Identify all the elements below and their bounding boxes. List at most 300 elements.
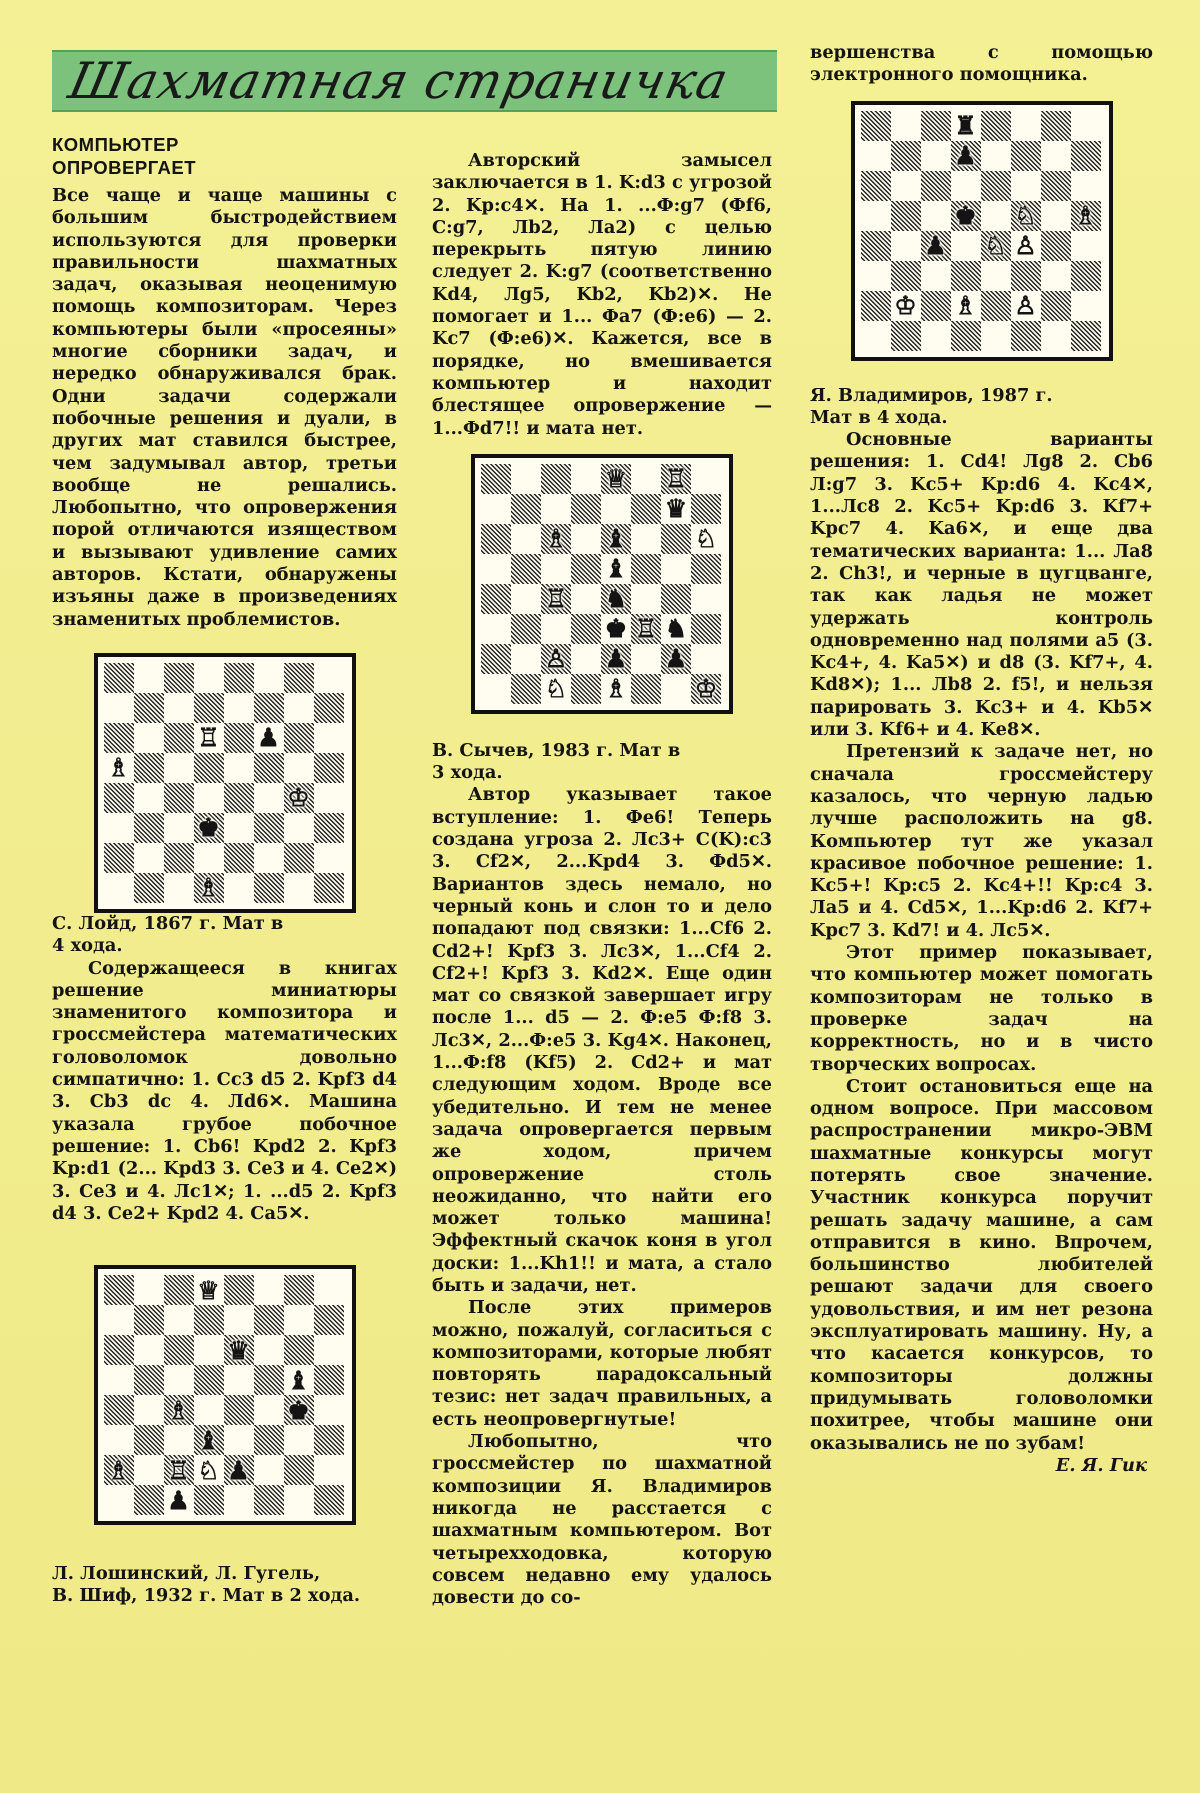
board-square [224, 1485, 254, 1515]
board-square [891, 231, 921, 261]
black-pawn-icon: ♟ [165, 1487, 192, 1514]
board-square [631, 584, 661, 614]
problem3-caption [432, 740, 772, 785]
board-square [224, 783, 254, 813]
board-square [511, 524, 541, 554]
white-rook-icon: ♖ [664, 464, 688, 494]
board-square [571, 674, 601, 704]
black-bishop-icon: ♝ [603, 555, 630, 582]
black-queen-icon: ♛ [227, 1335, 250, 1365]
board-square [481, 614, 511, 644]
white-bishop-icon: ♗ [1074, 201, 1097, 231]
board-square [314, 1365, 344, 1395]
board-square [661, 554, 691, 584]
board-square [284, 1305, 314, 1335]
board-square [571, 584, 601, 614]
board-square [314, 1485, 344, 1515]
board-square [691, 584, 721, 614]
board-square [224, 843, 254, 873]
board-square [921, 171, 951, 201]
board-square [951, 321, 981, 351]
problem1-caption [52, 913, 397, 958]
board-square [224, 693, 254, 723]
board-square [541, 464, 571, 494]
white-rook-icon: ♖ [634, 614, 658, 644]
board-square [1041, 201, 1071, 231]
board-square [861, 171, 891, 201]
problem1-caption-line1: С. Лойд, 1867 г. Мат в [52, 912, 284, 934]
col3-continuation: вершенства с помощью электронного помощника. [810, 42, 1153, 86]
board-square [691, 494, 721, 524]
board-square [481, 674, 511, 704]
board-square [1041, 261, 1071, 291]
white-king-icon: ♔ [694, 674, 718, 704]
col3-paragraph-3: Этот пример показывает, что компьютер может помогать композиторам не только в проверке задач на корректность, но и в чисто творческих вопросах. [810, 942, 1153, 1075]
board-square [284, 813, 314, 843]
board-square [571, 464, 601, 494]
board-square [284, 783, 314, 813]
board-square [861, 291, 891, 321]
board-square [254, 783, 284, 813]
board-square [601, 494, 631, 524]
board-square [571, 614, 601, 644]
board-square [481, 554, 511, 584]
board-square [511, 584, 541, 614]
board-square [1011, 291, 1041, 321]
black-rook-icon: ♜ [952, 112, 979, 139]
board-square [254, 753, 284, 783]
board-square [254, 723, 284, 753]
board-square [571, 494, 601, 524]
board-square [314, 1305, 344, 1335]
column-1 [52, 133, 397, 1608]
board-square [164, 723, 194, 753]
board-square [134, 873, 164, 903]
board-square [1011, 321, 1041, 351]
board-square [951, 171, 981, 201]
board-square [571, 524, 601, 554]
board-square [601, 644, 631, 674]
board-square [194, 813, 224, 843]
board-square [661, 464, 691, 494]
board-square [1071, 171, 1101, 201]
board-square [194, 723, 224, 753]
board-square [134, 663, 164, 693]
board-square [631, 614, 661, 644]
problem3-caption-line2: 3 хода. [432, 762, 503, 784]
board-square [284, 1455, 314, 1485]
white-king-icon: ♔ [892, 292, 919, 319]
board-square [284, 753, 314, 783]
problem4-caption-line2: Мат в 4 хода. [810, 406, 948, 428]
board-square [284, 1365, 314, 1395]
board-square [921, 141, 951, 171]
white-bishop-icon: ♗ [544, 524, 568, 554]
board-square [921, 231, 951, 261]
board-square [284, 843, 314, 873]
board-square [254, 1485, 284, 1515]
chess-diagram-2 [94, 1265, 356, 1525]
board-square [104, 663, 134, 693]
board-square [511, 554, 541, 584]
board-square [981, 201, 1011, 231]
column-2 [432, 150, 772, 1609]
board-square [164, 1455, 194, 1485]
board-square [631, 644, 661, 674]
board-square [224, 1455, 254, 1485]
board-square [314, 1455, 344, 1485]
board-square [224, 1305, 254, 1335]
board-square [134, 783, 164, 813]
board-square [104, 1395, 134, 1425]
board-square [224, 873, 254, 903]
white-bishop-icon: ♗ [107, 1455, 130, 1485]
black-king-icon: ♚ [287, 1395, 310, 1425]
board-square [314, 753, 344, 783]
board-square [194, 1425, 224, 1455]
board-square [481, 584, 511, 614]
board-square [134, 843, 164, 873]
board-square [891, 291, 921, 321]
board-square [194, 873, 224, 903]
board-square [891, 201, 921, 231]
board-square [254, 843, 284, 873]
col2-intro: Авторский замысел заключается в 1. K:d3 с угрозой 2. Kp:c4✕. На 1. ...Ф:g7 (Фf6, C:g7, Лb2, Лa2) с целью перекрыть пятую линию следует 2. K:g7 (соответственно Kd4, Лg5, Kb2, Kb2)✕. Не помогает и 1... Фa7 (Ф:e6) — 2. Kc7 (Ф:e6)✕. Кажется, все в порядке, но вмешивается компьютер и находит блестящее опровержение — 1...Фd7!! и мата нет. [432, 150, 772, 439]
board-square [1011, 231, 1041, 261]
board-square [164, 693, 194, 723]
col3-paragraph-4: Стоит остановиться еще на одном вопросе. При массовом распространении микро-ЭВМ шахматные конкурсы могут потерять свое значение. Участник конкурса поручит решать задачу машине, а сам отправится в кино. Впрочем, большинство любителей решают задачи для своего удовольствия, и им нет резона эксплуатировать машину. Ну, а что касается конкурсов, то композиторы должны придумывать головоломки похитрее, чтобы машине они оказывались не по зубам! [810, 1075, 1153, 1454]
board-square [194, 1455, 224, 1485]
board-square [224, 723, 254, 753]
board-square [134, 1485, 164, 1515]
board-square [951, 201, 981, 231]
board-square [134, 813, 164, 843]
board-square [1071, 201, 1101, 231]
board-square [134, 1335, 164, 1365]
black-king-icon: ♚ [954, 201, 977, 231]
article-title-line1: КОМПЬЮТЕР [52, 134, 179, 155]
board-square [314, 873, 344, 903]
board-square [1041, 321, 1071, 351]
board-square [661, 614, 691, 644]
problem4-caption-line1: Я. Владимиров, 1987 г. [810, 384, 1053, 406]
board-square [921, 201, 951, 231]
board-square [314, 1335, 344, 1365]
board-square [861, 261, 891, 291]
board-square [134, 1305, 164, 1335]
white-knight-icon: ♘ [984, 231, 1007, 261]
board-square [691, 554, 721, 584]
white-pawn-icon: ♙ [1012, 232, 1039, 259]
board-square [104, 873, 134, 903]
white-rook-icon: ♖ [195, 724, 222, 751]
board-square [601, 554, 631, 584]
white-pawn-icon: ♙ [544, 644, 568, 674]
board-square [1071, 291, 1101, 321]
board-square [284, 1335, 314, 1365]
board-square [194, 753, 224, 783]
white-knight-icon: ♘ [693, 525, 720, 552]
board-square [164, 1305, 194, 1335]
board-square [254, 873, 284, 903]
board-square [981, 111, 1011, 141]
section-header-banner [52, 50, 777, 112]
board-square [891, 171, 921, 201]
board-square [104, 1425, 134, 1455]
board-square [254, 1425, 284, 1455]
board-square [104, 1335, 134, 1365]
board-square [1011, 141, 1041, 171]
board-square [1041, 111, 1071, 141]
board-square [691, 524, 721, 554]
board-square [981, 141, 1011, 171]
board-square [104, 843, 134, 873]
board-square [951, 291, 981, 321]
white-queen-icon: ♕ [604, 464, 628, 494]
board-square [481, 494, 511, 524]
board-square [601, 674, 631, 704]
board-square [104, 723, 134, 753]
board-square [134, 1425, 164, 1455]
board-square [891, 321, 921, 351]
board-square [1071, 111, 1101, 141]
white-rook-icon: ♖ [544, 584, 568, 614]
board-square [1071, 141, 1101, 171]
board-square [861, 141, 891, 171]
board-square [511, 464, 541, 494]
board-square [164, 1425, 194, 1455]
board-square [164, 1395, 194, 1425]
board-square [571, 644, 601, 674]
board-square [254, 663, 284, 693]
board-square [194, 783, 224, 813]
board-square [1011, 171, 1041, 201]
board-square [224, 1275, 254, 1305]
board-square [601, 524, 631, 554]
board-square [314, 663, 344, 693]
black-pawn-icon: ♟ [255, 724, 282, 751]
board-square [541, 644, 571, 674]
black-pawn-icon: ♟ [954, 141, 977, 171]
black-bishop-icon: ♝ [604, 524, 628, 554]
board-square [631, 464, 661, 494]
board-square [981, 231, 1011, 261]
col3-paragraph-2: Претензий к задаче нет, но сначала гроссмейстеру казалось, что черную ладью лучше расположить на g8. Компьютер тут же указал красивое побочное решение: 1. Kc5+! Kp:c5 2. Kc4+!! Kp:c4 3. Лa5 и 4. Cd5✕, 1...Kp:d6 2. Kf7+ Kpc7 3. Kd7! и 4. Лc5✕. [810, 741, 1153, 941]
problem1-solution: Содержащееся в книгах решение миниатюры знаменитого композитора и гроссмейстера математических головоломок довольно симпатично: 1. Cc3 d5 2. Kpf3 d4 3. Cb3 dc 4. Лd6✕. Машина указала грубое побочное решение: 1. Cb6! Kpd2 2. Kpf3 Kp:d1 (2... Kpd3 3. Ce3 и 4. Ce2✕) 3. Ce3 и 4. Лc1✕; 1. ...d5 2. Kpf3 d4 3. Ce2+ Kpd2 4. Ca5✕. [52, 957, 397, 1224]
board-square [631, 494, 661, 524]
board-square [164, 873, 194, 903]
board-square [224, 1365, 254, 1395]
problem4-caption [810, 385, 1153, 430]
board-square [104, 1365, 134, 1395]
col2-paragraph-2: После этих примеров можно, пожалуй, согласиться с композиторами, которые любят повторять парадоксальный тезис: нет задач правильных, а есть неопровергнутые! [432, 1297, 772, 1430]
board-square [314, 1425, 344, 1455]
board-square [921, 291, 951, 321]
board-square [134, 1275, 164, 1305]
board-square [284, 1395, 314, 1425]
board-square [1041, 231, 1071, 261]
board-square [314, 1395, 344, 1425]
board-square [1041, 291, 1071, 321]
board-square [511, 644, 541, 674]
col2-paragraph-3: Любопытно, что гроссмейстер по шахматной композиции Я. Владимиров никогда не расстается с шахматным компьютером. Вот четырехходовка, которую совсем недавно ему удалось довести до со- [432, 1431, 772, 1609]
black-pawn-icon: ♟ [227, 1455, 250, 1485]
board-square [134, 693, 164, 723]
board-square [224, 1335, 254, 1365]
board-square [691, 614, 721, 644]
board-square [981, 261, 1011, 291]
problem2-caption [52, 1563, 397, 1608]
board-square [254, 1305, 284, 1335]
white-knight-icon: ♘ [1014, 201, 1037, 231]
black-pawn-icon: ♟ [924, 231, 947, 261]
board-square [224, 813, 254, 843]
white-bishop-icon: ♗ [952, 292, 979, 319]
board-square [541, 614, 571, 644]
chess-diagram-3 [471, 454, 733, 714]
board-square [601, 584, 631, 614]
intro-paragraph: Все чаще и чаще машины с большим быстродействием используются для проверки правильности шахматных задач, оказывая неоценимую помощь композиторам. Через компьютеры были «просеяны» многие сборники задач, и нередко обнаруживался брак. Одни задачи содержали побочные решения и дуали, в других мат ставился быстрее, чем задумывал автор, третьи вообще не решались. Любопытно, что опровержения порой отличаются изяществом и вызывают удивление самих авторов. Кстати, обнаружены изъяны даже в произведениях знаменитых проблемистов. [52, 185, 397, 630]
board-square [951, 111, 981, 141]
problem2-caption-line1: Л. Лошинский, Л. Гугель, [52, 1563, 321, 1585]
board-square [511, 674, 541, 704]
board-square [1071, 261, 1101, 291]
board-square [691, 464, 721, 494]
board-square [1041, 141, 1071, 171]
board-square [314, 1275, 344, 1305]
board-square [541, 524, 571, 554]
chess-diagram-1 [94, 653, 356, 913]
board-square [511, 614, 541, 644]
board-square [254, 1365, 284, 1395]
black-pawn-icon: ♟ [604, 644, 628, 674]
board-square [314, 783, 344, 813]
board-square [134, 723, 164, 753]
board-square [104, 753, 134, 783]
board-square [314, 813, 344, 843]
board-square [194, 663, 224, 693]
board-square [194, 1365, 224, 1395]
problem2-caption-line2: В. Шиф, 1932 г. Мат в 2 хода. [52, 1585, 361, 1607]
board-square [284, 1485, 314, 1515]
white-queen-icon: ♕ [195, 1277, 222, 1304]
column-3 [810, 42, 1153, 1477]
board-square [254, 693, 284, 723]
board-square [104, 783, 134, 813]
board-square [951, 141, 981, 171]
author-signature: Е. Я. Гик [1055, 1454, 1147, 1476]
board-square [284, 663, 314, 693]
board-square [254, 1275, 284, 1305]
problem3-caption-line1: В. Сычев, 1983 г. Мат в [432, 739, 681, 761]
board-square [661, 584, 691, 614]
board-square [691, 644, 721, 674]
board-square [194, 1275, 224, 1305]
board-square [314, 843, 344, 873]
black-queen-icon: ♛ [663, 495, 690, 522]
board-square [284, 1275, 314, 1305]
board-square [164, 1275, 194, 1305]
board-square [541, 674, 571, 704]
article-title-line2: ОПРОВЕРГАЕТ [52, 157, 197, 178]
board-square [314, 723, 344, 753]
board-square [104, 1455, 134, 1485]
white-king-icon: ♔ [287, 783, 310, 813]
board-square [194, 1335, 224, 1365]
board-square [981, 171, 1011, 201]
board-square [254, 1395, 284, 1425]
board-square [631, 524, 661, 554]
board-square [921, 111, 951, 141]
board-square [224, 1425, 254, 1455]
board-square [691, 674, 721, 704]
board-square [164, 753, 194, 783]
board-square [134, 1365, 164, 1395]
board-square [284, 693, 314, 723]
article-title [52, 133, 397, 179]
board-square [134, 753, 164, 783]
board-square [601, 464, 631, 494]
board-square [541, 494, 571, 524]
board-square [481, 464, 511, 494]
board-square [891, 141, 921, 171]
board-square [254, 813, 284, 843]
board-square [571, 554, 601, 584]
board-square [981, 321, 1011, 351]
board-square [104, 1305, 134, 1335]
board-square [661, 674, 691, 704]
board-square [661, 644, 691, 674]
white-bishop-icon: ♗ [105, 754, 132, 781]
board-square [861, 231, 891, 261]
white-bishop-icon: ♗ [167, 1395, 190, 1425]
black-pawn-icon: ♟ [664, 644, 688, 674]
board-square [951, 231, 981, 261]
board-square [164, 1335, 194, 1365]
board-square [254, 1335, 284, 1365]
black-knight-icon: ♞ [663, 615, 690, 642]
board-square [951, 261, 981, 291]
board-square [861, 321, 891, 351]
chess-diagram-4 [851, 101, 1113, 361]
board-square [194, 1395, 224, 1425]
board-square [284, 873, 314, 903]
board-square [224, 1395, 254, 1425]
board-square [1011, 111, 1041, 141]
board-square [631, 554, 661, 584]
board-square [284, 1425, 314, 1455]
white-pawn-icon: ♙ [1012, 292, 1039, 319]
board-square [104, 1275, 134, 1305]
board-square [164, 1365, 194, 1395]
white-rook-icon: ♖ [167, 1455, 190, 1485]
black-king-icon: ♚ [603, 615, 630, 642]
black-king-icon: ♚ [197, 813, 220, 843]
black-bishop-icon: ♝ [197, 1425, 220, 1455]
board-square [891, 111, 921, 141]
board-square [921, 261, 951, 291]
white-knight-icon: ♘ [543, 675, 570, 702]
board-square [164, 1485, 194, 1515]
board-square [314, 693, 344, 723]
board-square [541, 554, 571, 584]
board-square [194, 693, 224, 723]
problem4-solution: Основные варианты решения: 1. Cd4! Лg8 2. Cb6 Л:g7 3. Kc5+ Kp:d6 4. Kc4✕, 1...Лc8 2. Kc5+ Kp:d6 3. Kf7+ Kpc7 4. Ka6✕, и еще два тематических варианта: 1... Лa8 2. Ch3!, и черные в цугцванге, так как ладья не может удержать контроль одновременно над полями a5 (3. Kc4+, 4. Ka5✕) и d8 (3. Kf7+, 4. Kd8✕); 1... Лb8 2. f5!, и нельзя парировать 3. Kc3+ и 4. Kb5✕ или 3. Kf6+ и 4. Ke8✕. [810, 429, 1153, 741]
board-square [631, 674, 661, 704]
board-square [104, 1485, 134, 1515]
board-square [194, 843, 224, 873]
section-title: Шахматная страничка [63, 52, 734, 110]
